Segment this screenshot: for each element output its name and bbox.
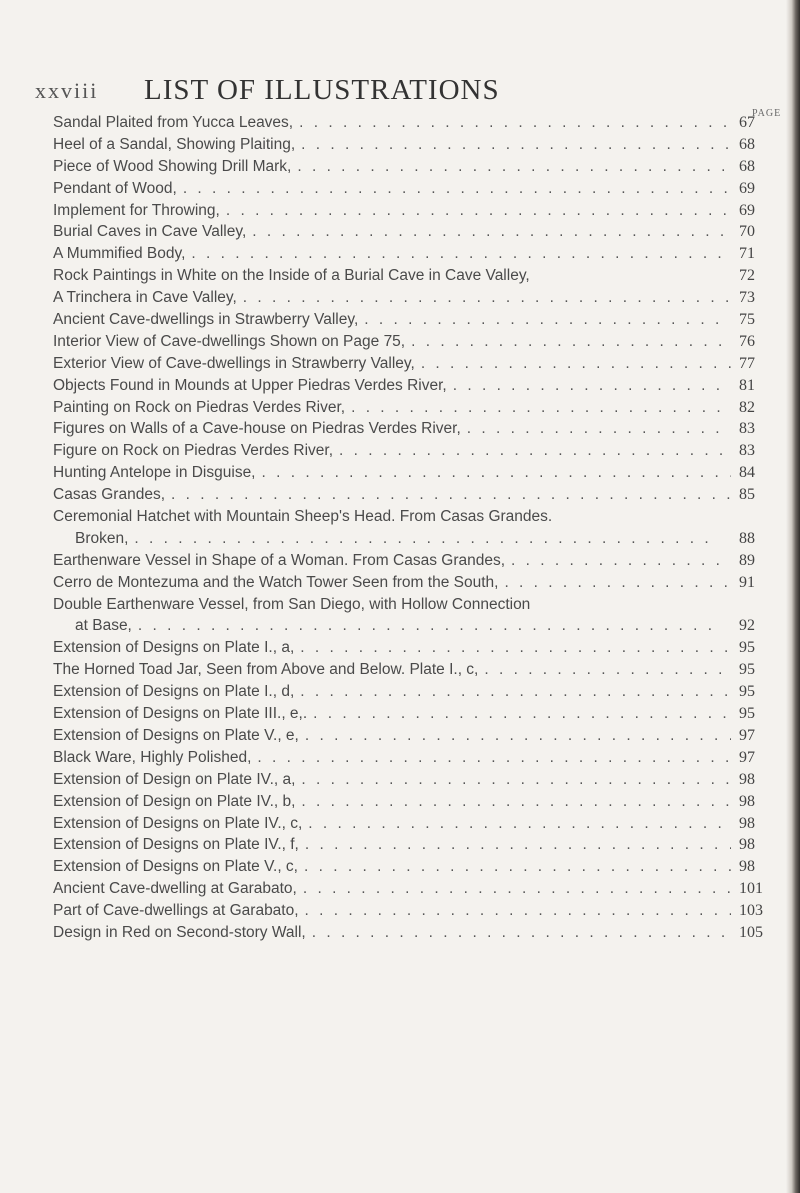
list-item [53,836,773,858]
leader-dots [295,771,731,789]
entry-page-number: 82 [739,398,755,416]
entry-title: Casas Grandes, [53,486,165,504]
entry-title: Rock Paintings in White on the Inside of a Burial Cave in Cave Valley, [53,267,530,285]
list-item [53,311,773,333]
leader-dots [295,793,731,811]
leader-dots [306,924,731,942]
entry-page-number: 89 [739,551,755,569]
leader-dots [293,114,731,132]
list-item [53,924,773,946]
entry-page-number: 71 [739,245,755,263]
entry-page-number: 95 [739,639,755,657]
entry-title: Earthenware Vessel in Shape of a Woman. From Casas Grandes, [53,551,506,569]
entry-page-number: 68 [739,157,755,175]
entry-page-number: 76 [739,332,755,350]
entry-title: Implement for Throwing, [53,201,220,219]
leader-dots [165,486,731,504]
page-edge-shadow [786,0,800,1193]
entry-page-number: 72 [739,267,755,285]
entry-page-number: 98 [739,814,755,832]
page-title: LIST OF ILLUSTRATIONS [144,74,500,106]
leader-dots [256,464,732,482]
leader-dots [447,377,731,395]
entry-page-number: 85 [739,486,755,504]
list-item [53,114,773,136]
entry-page-number: 97 [739,726,755,744]
entry-page-number: 81 [739,376,755,394]
list-item [53,880,773,902]
leader-dots [333,442,731,460]
list-item [53,158,773,180]
entry-page-number: 92 [739,617,755,635]
entry-title: Figures on Walls of a Cave-house on Piedras Verdes River, [53,420,461,438]
entry-title: Design in Red on Second-story Wall, [53,923,306,941]
entry-title: Broken, [75,529,129,547]
entry-title: The Horned Toad Jar, Seen from Above and Below. Plate I., c, [53,661,479,679]
leader-dots [405,333,731,351]
entry-page-number: 91 [739,573,755,591]
entry-title: Extension of Designs on Plate V., c, [53,858,298,876]
entry-title: Interior View of Cave-dwellings Shown on Page 75, [53,332,406,350]
leader-dots [461,420,731,438]
list-item [53,333,773,355]
entry-page-number: 70 [739,223,755,241]
leader-dots [251,749,731,767]
list-item [53,705,773,727]
entry-title: Extension of Designs on Plate IV., f, [53,836,299,854]
entry-page-number: 73 [739,289,755,307]
leader-dots [415,355,731,373]
list-item [53,858,773,880]
leader-dots [132,617,731,635]
list-item [53,530,773,552]
leader-dots [298,858,731,876]
entry-title: Extension of Design on Plate IV., a, [53,770,296,788]
entry-title: Hunting Antelope in Disguise, [53,464,256,482]
entry-title: Objects Found in Mounds at Upper Piedras Verdes River, [53,376,447,394]
list-item [53,420,773,442]
entry-title: Extension of Designs on Plate IV., c, [53,814,303,832]
entry-title: A Trinchera in Cave Valley, [53,289,237,307]
entry-title: Figure on Rock on Piedras Verdes River, [53,442,333,460]
entry-page-number: 103 [739,902,763,920]
list-item [53,902,773,924]
list-item [53,136,773,158]
leader-dots [177,180,731,198]
list-item [53,202,773,224]
entry-page-number: 97 [739,748,755,766]
entry-page-number: 98 [739,858,755,876]
list-item [53,749,773,771]
entry-page-number: 105 [739,923,763,941]
entry-page-number: 83 [739,420,755,438]
leader-dots [307,705,731,723]
leader-dots [295,136,731,154]
entry-page-number: 68 [739,135,755,153]
entry-title: Piece of Wood Showing Drill Mark, [53,157,292,175]
entry-title: Extension of Designs on Plate V., e, [53,726,299,744]
entry-page-number: 98 [739,770,755,788]
entry-page-number: 88 [739,529,755,547]
list-item [53,486,773,508]
entry-title: Cerro de Montezuma and the Watch Tower Seen from the South, [53,573,499,591]
entry-title: Pendant of Wood, [53,179,177,197]
leader-dots [299,727,731,745]
list-item [53,639,773,661]
list-item [53,771,773,793]
list-item [53,508,773,530]
entry-page-number: 83 [739,442,755,460]
entry-title: Burial Caves in Cave Valley, [53,223,247,241]
leader-dots [505,552,731,570]
leader-dots [345,399,731,417]
list-item [53,464,773,486]
page-header [35,74,735,114]
list-item [53,223,773,245]
illustrations-list [53,114,773,946]
entry-title: Extension of Designs on Plate III., e,. [53,705,308,723]
page-column-label: PAGE [752,108,782,119]
list-item [53,617,773,639]
leader-dots [299,836,731,854]
entry-page-number: 98 [739,836,755,854]
entry-title: A Mummified Body, [53,245,186,263]
entry-title: Heel of a Sandal, Showing Plaiting, [53,135,296,153]
entry-page-number: 98 [739,792,755,810]
entry-title: Extension of Designs on Plate I., a, [53,639,295,657]
leader-dots [246,223,731,241]
entry-title: Sandal Plaited from Yucca Leaves, [53,114,294,131]
leader-dots [294,639,731,657]
entry-title: Double Earthenware Vessel, from San Diego, with Hollow Connection [53,595,531,613]
list-item [53,245,773,267]
page-number: xxviii [35,78,99,103]
list-item [53,552,773,574]
leader-dots [220,202,731,220]
entry-title: Painting on Rock on Piedras Verdes River, [53,398,346,416]
leader-dots [302,815,731,833]
entry-page-number: 95 [739,661,755,679]
list-item [53,793,773,815]
entry-title: Ancient Cave-dwelling at Garabato, [53,880,297,898]
leader-dots [294,683,731,701]
leader-dots [185,245,731,263]
list-item [53,596,773,618]
leader-dots [478,661,731,679]
entry-page-number: 84 [739,464,755,482]
entry-title: Ancient Cave-dwellings in Strawberry Valley, [53,311,359,329]
list-item [53,661,773,683]
entry-page-number: 77 [739,354,755,372]
entry-title: Extension of Designs on Plate I., d, [53,683,295,701]
entry-title: at Base, [75,617,132,635]
leader-dots [128,530,731,548]
leader-dots [299,902,731,920]
entry-page-number: 69 [739,201,755,219]
leader-dots [498,574,731,592]
entry-page-number: 95 [739,683,755,701]
entry-title: Exterior View of Cave-dwellings in Strawberry Valley, [53,354,415,372]
leader-dots [291,158,731,176]
leader-dots [358,311,731,329]
entry-page-number: 69 [739,179,755,197]
list-item [53,442,773,464]
list-item [53,289,773,311]
entry-page-number: 67 [739,114,755,131]
list-item [53,267,773,289]
entry-title: Extension of Design on Plate IV., b, [53,792,296,810]
list-item [53,377,773,399]
list-item [53,574,773,596]
list-item [53,399,773,421]
entry-title: Black Ware, Highly Polished, [53,748,252,766]
list-item [53,727,773,749]
list-item [53,683,773,705]
entry-page-number: 101 [739,880,763,898]
leader-dots [237,289,731,307]
entry-title: Part of Cave-dwellings at Garabato, [53,902,299,920]
entry-title: Ceremonial Hatchet with Mountain Sheep's Head. From Casas Grandes. [53,508,553,526]
list-item [53,355,773,377]
entry-page-number: 95 [739,705,755,723]
entry-page-number: 75 [739,311,755,329]
leader-dots [297,880,731,898]
list-item [53,180,773,202]
list-item [53,815,773,837]
